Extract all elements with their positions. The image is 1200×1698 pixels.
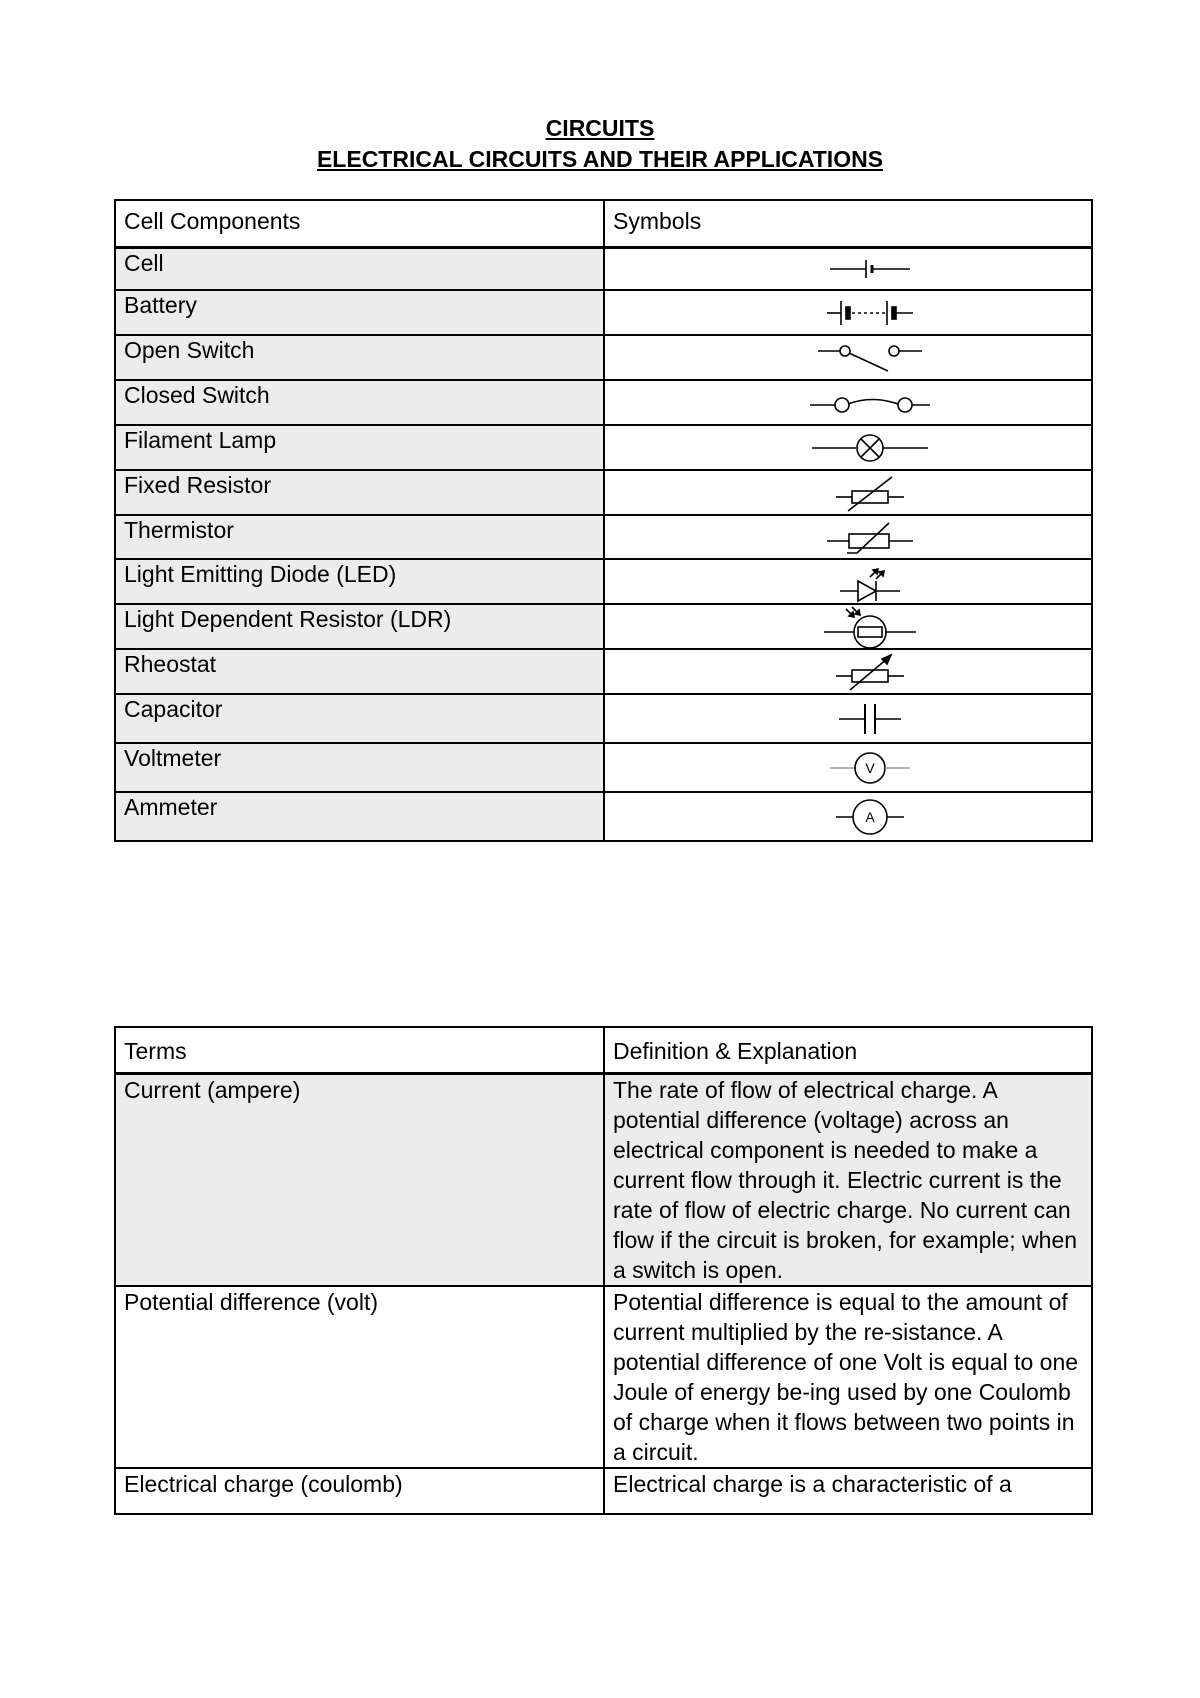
component-label: Light Dependent Resistor (LDR) <box>115 604 604 649</box>
component-label: Thermistor <box>115 515 604 559</box>
title-subtitle: ELECTRICAL CIRCUITS AND THEIR APPLICATIONS <box>316 146 884 172</box>
definition-cell: The rate of flow of electrical charge. A potential difference (voltage) across an electrical component is needed to make a current flow through it. Electric current is the rate of flow of electric charge. No current can flow if the circuit is broken, for example; when a switch is open. <box>604 1073 1092 1286</box>
component-label: Battery <box>115 290 604 335</box>
table-row <box>115 290 1092 335</box>
table-row <box>115 1073 1092 1286</box>
table-header-row <box>115 200 1092 247</box>
header-cell-components: Cell Components <box>115 200 604 247</box>
component-label: Rheostat <box>115 649 604 694</box>
term-cell: Potential difference (volt) <box>115 1286 604 1468</box>
capacitor-symbol-icon <box>837 702 903 736</box>
title-main: CIRCUITS <box>545 115 655 141</box>
led-symbol-icon <box>838 561 902 603</box>
symbol-cell <box>604 380 1092 425</box>
table-row <box>115 604 1092 649</box>
component-label: Open Switch <box>115 335 604 380</box>
terms-definitions-table <box>114 1026 1093 1515</box>
components-symbols-table <box>114 199 1093 842</box>
component-label: Filament Lamp <box>115 425 604 470</box>
symbol-cell <box>604 515 1092 559</box>
symbol-cell <box>604 470 1092 515</box>
symbol-cell <box>604 425 1092 470</box>
header-cell-definition: Definition & Explanation <box>604 1027 1092 1073</box>
component-label: Closed Switch <box>115 380 604 425</box>
term-cell: Current (ampere) <box>115 1073 604 1286</box>
ammeter-symbol-icon <box>834 797 906 837</box>
symbol-cell <box>604 559 1092 604</box>
battery-symbol-icon <box>825 298 915 328</box>
symbol-cell <box>604 604 1092 649</box>
component-label: Ammeter <box>115 792 604 841</box>
cell-symbol-icon <box>828 257 912 281</box>
closed-switch-symbol-icon <box>810 391 930 415</box>
symbol-cell <box>604 649 1092 694</box>
table-header-row <box>115 1027 1092 1073</box>
term-cell: Electrical charge (coulomb) <box>115 1468 604 1514</box>
table-row <box>115 470 1092 515</box>
definition-cell: Electrical charge is a characteristic of a <box>604 1468 1092 1514</box>
ammeter-letter: A <box>865 808 875 825</box>
table-row <box>115 649 1092 694</box>
table-row <box>115 694 1092 743</box>
component-label: Cell <box>115 247 604 290</box>
voltmeter-letter: V <box>865 759 875 776</box>
fixed-resistor-symbol-icon <box>834 473 906 513</box>
page-title <box>0 113 1200 175</box>
component-label: Light Emitting Diode (LED) <box>115 559 604 604</box>
symbol-cell <box>604 694 1092 743</box>
ldr-symbol-icon <box>822 605 918 649</box>
table-row <box>115 247 1092 290</box>
component-label: Voltmeter <box>115 743 604 792</box>
thermistor-symbol-icon <box>825 517 915 557</box>
table-row <box>115 1468 1092 1514</box>
voltmeter-symbol-icon <box>828 750 912 786</box>
table-row <box>115 425 1092 470</box>
symbol-cell <box>604 743 1092 792</box>
table-row <box>115 559 1092 604</box>
definition-cell: Potential difference is equal to the amount of current multiplied by the re-sistance. A potential difference of one Volt is equal to one Joule of energy be-ing used by one Coulomb of charge when it flows between two points in a circuit. <box>604 1286 1092 1468</box>
symbol-cell <box>604 792 1092 841</box>
table-row <box>115 515 1092 559</box>
table-row <box>115 792 1092 841</box>
table-row <box>115 743 1092 792</box>
symbol-cell <box>604 335 1092 380</box>
header-cell-symbols: Symbols <box>604 200 1092 247</box>
symbol-cell <box>604 247 1092 290</box>
table-row <box>115 1286 1092 1468</box>
symbol-cell <box>604 290 1092 335</box>
component-label: Fixed Resistor <box>115 470 604 515</box>
open-switch-symbol-icon <box>816 341 924 375</box>
header-cell-terms: Terms <box>115 1027 604 1073</box>
component-label: Capacitor <box>115 694 604 743</box>
table-row <box>115 335 1092 380</box>
rheostat-symbol-icon <box>834 652 906 692</box>
filament-lamp-symbol-icon <box>810 433 930 463</box>
table-row <box>115 380 1092 425</box>
